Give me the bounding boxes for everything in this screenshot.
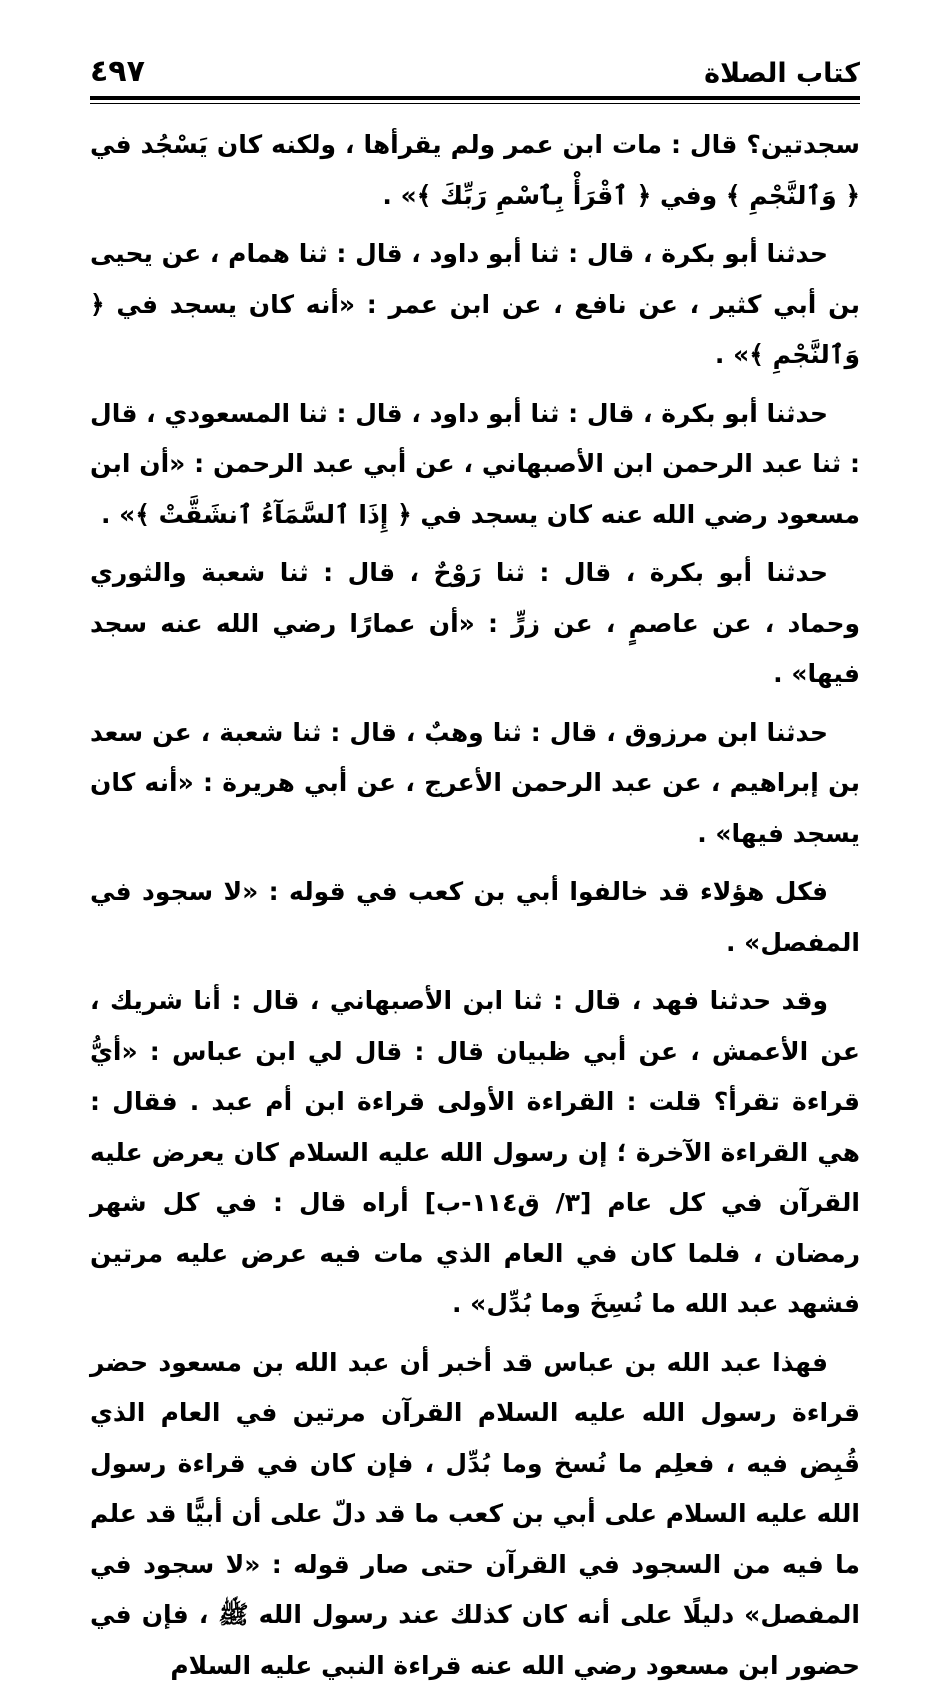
paragraph-7: وقد حدثنا فهد ، قال : ثنا ابن الأصبهاني ، قال : أنا شريك ، عن الأعمش ، عن أبي ظبيان قال : قال لي ابن عباس : «أيُّ قراءة تقرأ؟ قلت : القراءة الأولى قراءة ابن أم عبد . فقال : هي القراءة الآخرة ؛ إن رسول الله عليه السلام كان يعرض عليه القرآن في كل عام [٣/ ق١١٤-ب] أراه قال : في كل شهر رمضان ، فلما كان في العام الذي مات فيه عرض عليه مرتين فشهد عبد الله ما نُسِخَ وما بُدِّل» .: [90, 986, 860, 1318]
page-body: [90, 120, 860, 1699]
paragraph-3: حدثنا أبو بكرة ، قال : ثنا أبو داود ، قال : ثنا المسعودي ، قال : ثنا عبد الرحمن ابن الأصبهاني ، عن أبي عبد الرحمن : «أن ابن مسعود رضي الله عنه كان يسجد في ﴿ إِذَا ٱلسَّمَآءُ ٱنشَقَّتْ ﴾» .: [90, 398, 860, 529]
paragraph-1: سجدتين؟ قال : مات ابن عمر ولم يقرأها ، ولكنه كان يَسْجُد في ﴿ وَٱلنَّجْمِ ﴾ وفي ﴿ ٱقْرَأْ بِٱسْمِ رَبِّكَ ﴾» .: [90, 130, 860, 210]
page-number: ٤٩٧: [90, 54, 145, 89]
page-header: [90, 52, 860, 96]
paragraph-8: فهذا عبد الله بن عباس قد أخبر أن عبد الله بن مسعود حضر قراءة رسول الله عليه السلام القرآن مرتين في العام الذي قُبِض فيه ، فعلِم ما نُسخ وما بُدِّل ، فإن كان في قراءة رسول الله عليه السلام على أبي بن كعب ما قد دلّ على أن أبيًّا قد علم ما فيه من السجود في القرآن حتى صار قوله : «لا سجود في المفصل» دليلًا على أنه كان كذلك عند رسول الله ﷺ ، فإن في حضور ابن مسعود رضي الله عنه قراءة النبي عليه السلام: [90, 1347, 860, 1680]
running-title: كتاب الصلاة: [704, 58, 860, 89]
paragraph-6: فكل هؤلاء قد خالفوا أبي بن كعب في قوله : «لا سجود في المفصل» .: [90, 877, 860, 957]
paragraph-2: حدثنا أبو بكرة ، قال : ثنا أبو داود ، قال : ثنا همام ، عن يحيى بن أبي كثير ، عن نافع ، عن ابن عمر : «أنه كان يسجد في ﴿ وَٱلنَّجْمِ ﴾» .: [90, 239, 860, 369]
header-rule-thin: [90, 103, 860, 104]
paragraph-4: حدثنا أبو بكرة ، قال : ثنا رَوْحٌ ، قال : ثنا شعبة والثوري وحماد ، عن عاصمٍ ، عن زرٍّ : «أن عمارًا رضي الله عنه سجد فيها» .: [90, 558, 860, 688]
header-rule-thick: [90, 96, 860, 100]
paragraph-5: حدثنا ابن مرزوق ، قال : ثنا وهبٌ ، قال : ثنا شعبة ، عن سعد بن إبراهيم ، عن عبد الرحمن الأعرج ، عن أبي هريرة : «أنه كان يسجد فيها» .: [90, 717, 860, 848]
